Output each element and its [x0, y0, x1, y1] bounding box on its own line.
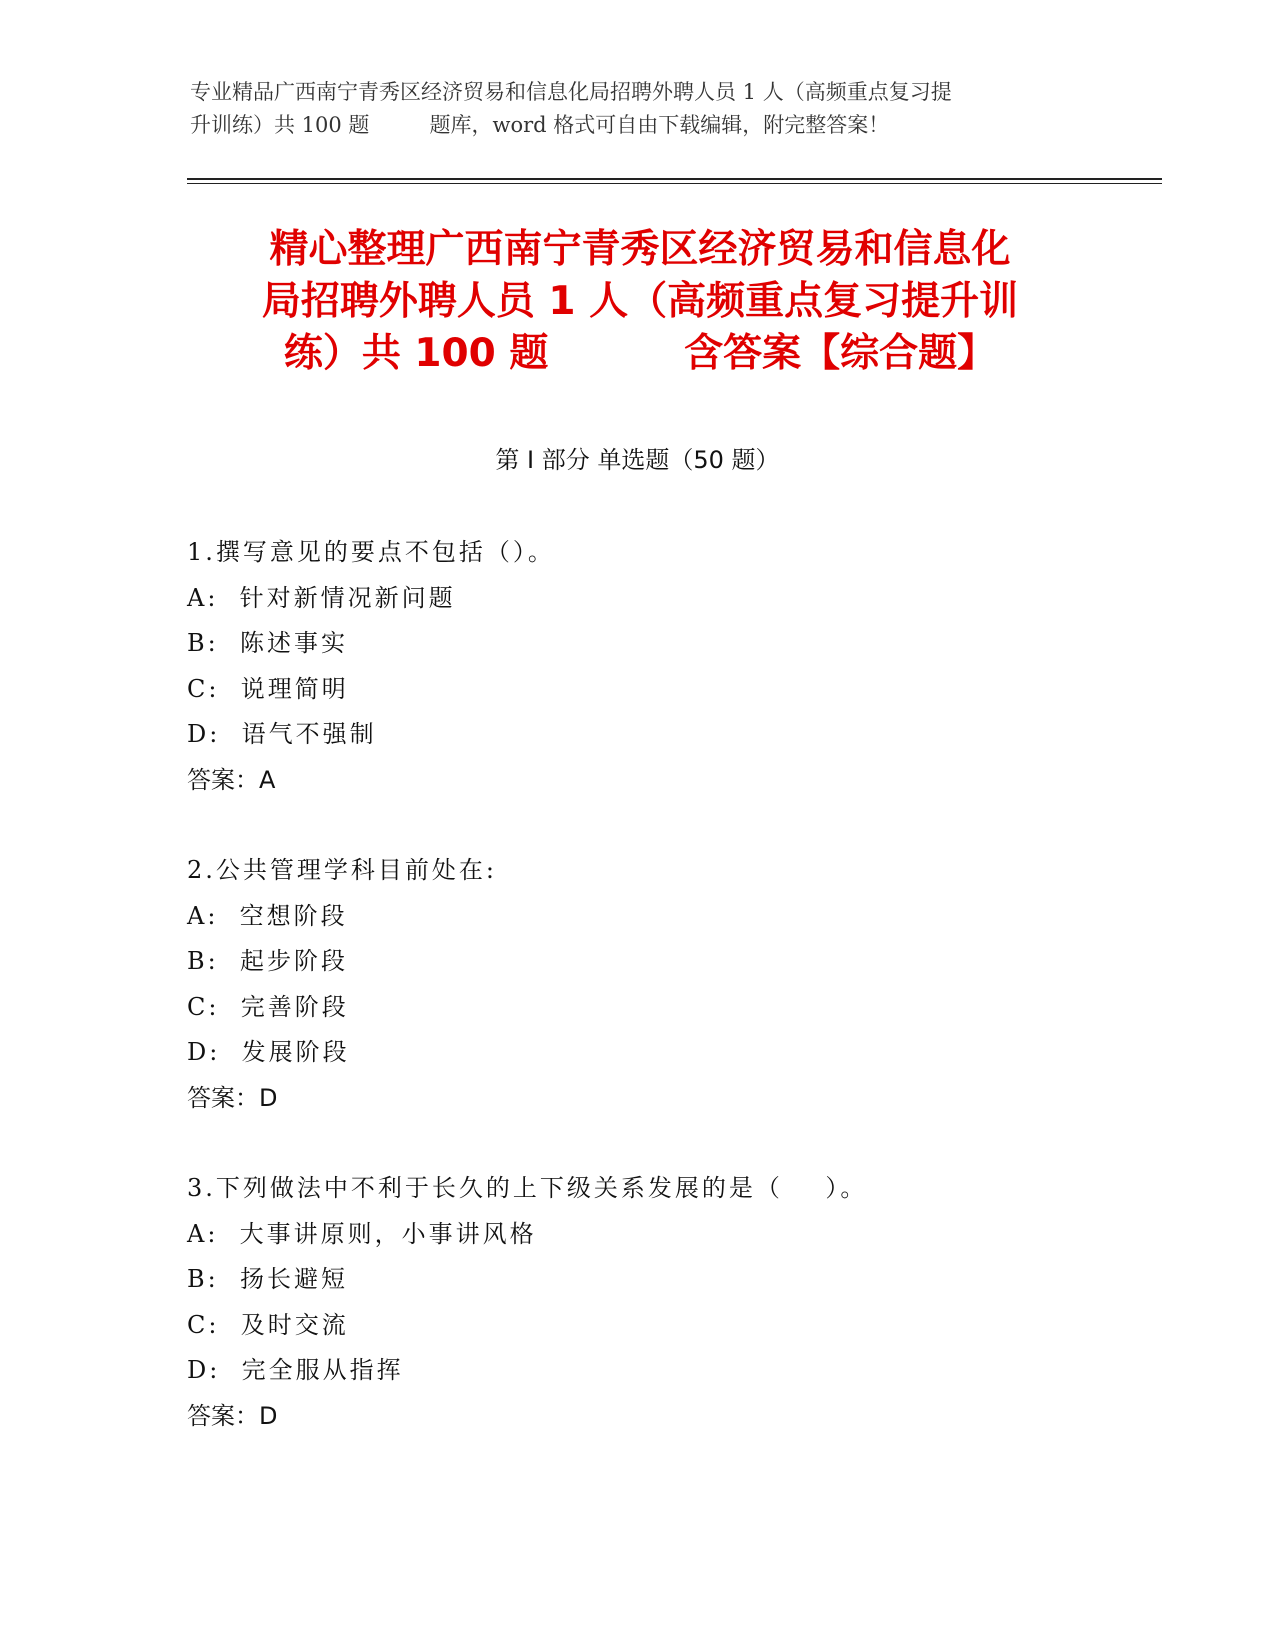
option-a: A: 大事讲原则，小事讲风格 [187, 1219, 537, 1248]
header-note-line-1: 专业精品广西南宁青秀区经济贸易和信息化局招聘外聘人员 1 人（高频重点复习提 [190, 80, 952, 104]
question-2 [187, 848, 1137, 1121]
question-1 [187, 530, 1137, 803]
option-d: D: 语气不强制 [187, 720, 377, 748]
option-c: C: 完善阶段 [187, 992, 349, 1021]
header-note [190, 76, 1090, 142]
header-divider-thin [187, 183, 1162, 184]
option-b: B: 起步阶段 [187, 947, 348, 975]
option-c: C: 说理简明 [187, 674, 349, 703]
document-title-line-2: 局招聘外聘人员 1 人（高频重点复习提升训 [261, 279, 1019, 324]
question-list [187, 530, 1137, 1484]
answer: 答案：D [187, 1083, 278, 1112]
option-d: D: 发展阶段 [187, 1038, 350, 1066]
section-title: 第 I 部分 单选题（50 题） [495, 446, 780, 474]
document-title-line-1: 精心整理广西南宁青秀区经济贸易和信息化 [269, 227, 1011, 272]
question-3 [187, 1166, 1137, 1439]
option-a: A: 空想阶段 [187, 901, 348, 930]
option-a: A: 针对新情况新问题 [187, 583, 456, 612]
question-stem: 3.下列做法中不利于长久的上下级关系发展的是（ ）。 [187, 1174, 868, 1202]
option-c: C: 及时交流 [187, 1310, 349, 1339]
header-divider-thick [187, 178, 1162, 180]
document-title-line-3: 练）共 100 题 含答案【综合题】 [283, 331, 997, 376]
answer: 答案：A [187, 765, 276, 794]
option-d: D: 完全服从指挥 [187, 1356, 404, 1384]
question-stem: 2.公共管理学科目前处在: [187, 856, 497, 884]
option-b: B: 陈述事实 [187, 629, 348, 657]
answer: 答案：D [187, 1401, 278, 1430]
option-b: B: 扬长避短 [187, 1265, 348, 1293]
header-note-line-2: 升训练）共 100 题 题库，word 格式可自由下载编辑，附完整答案！ [190, 113, 890, 137]
document-title [190, 224, 1090, 380]
question-stem: 1.撰写意见的要点不包括（）。 [187, 538, 555, 566]
